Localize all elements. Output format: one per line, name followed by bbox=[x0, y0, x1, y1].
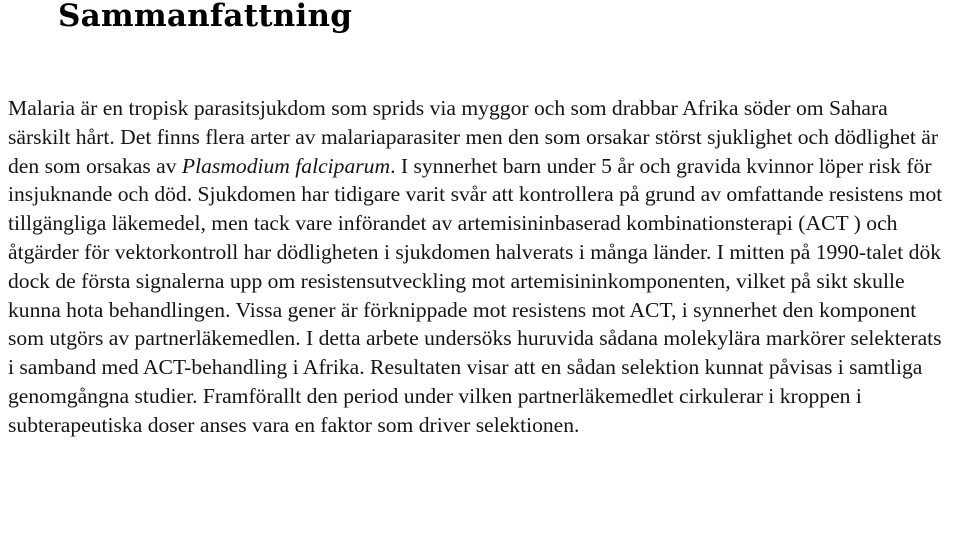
document-heading: Sammanfattning bbox=[58, 0, 353, 34]
summary-text-part-1: Malaria är en tropisk parasitsjukdom som sprids via myggor och som drabbar Afrika söder om Sahara särskilt hårt. Det finns flera arter av malariaparasiter men den som orsakar störst sjuklighet och dödlighet är den som orsakas av bbox=[8, 96, 939, 178]
species-name-italic: Plasmodium falciparum bbox=[181, 153, 391, 178]
summary-paragraph bbox=[8, 94, 952, 440]
summary-text-part-2: . I synnerhet barn under 5 år och gravida kvinnor löper risk för insjuknande och död. Sjukdomen har tidigare varit svår att kontrollera på grund av omfattande resistens mot tillgängliga läkemedel, men tack vare införandet av artemisininbaserad kombinationsterapi (ACT ) och åtgärder för vektorkontroll har dödligheten i sjukdomen halverats i många länder. I mitten på 1990-talet dök dock de första signalerna upp om resistensutveckling mot artemisininkomponenten, vilket på sikt skulle kunna hota behandlingen. Vissa gener är förknippade mot resistens mot ACT, i synnerhet den komponent som utgörs av partnerläkemedlen. I detta arbete undersöks huruvida sådana molekylära markörer selekterats i samband med ACT-behandling i Afrika. Resultaten visar att en sådan selektion kunnat påvisas i samtliga genomgångna studier. Framförallt den period under vilken partnerläkemedlet cirkulerar i kroppen i subterapeutiska doser anses vara en faktor som driver selektionen. bbox=[8, 153, 943, 437]
